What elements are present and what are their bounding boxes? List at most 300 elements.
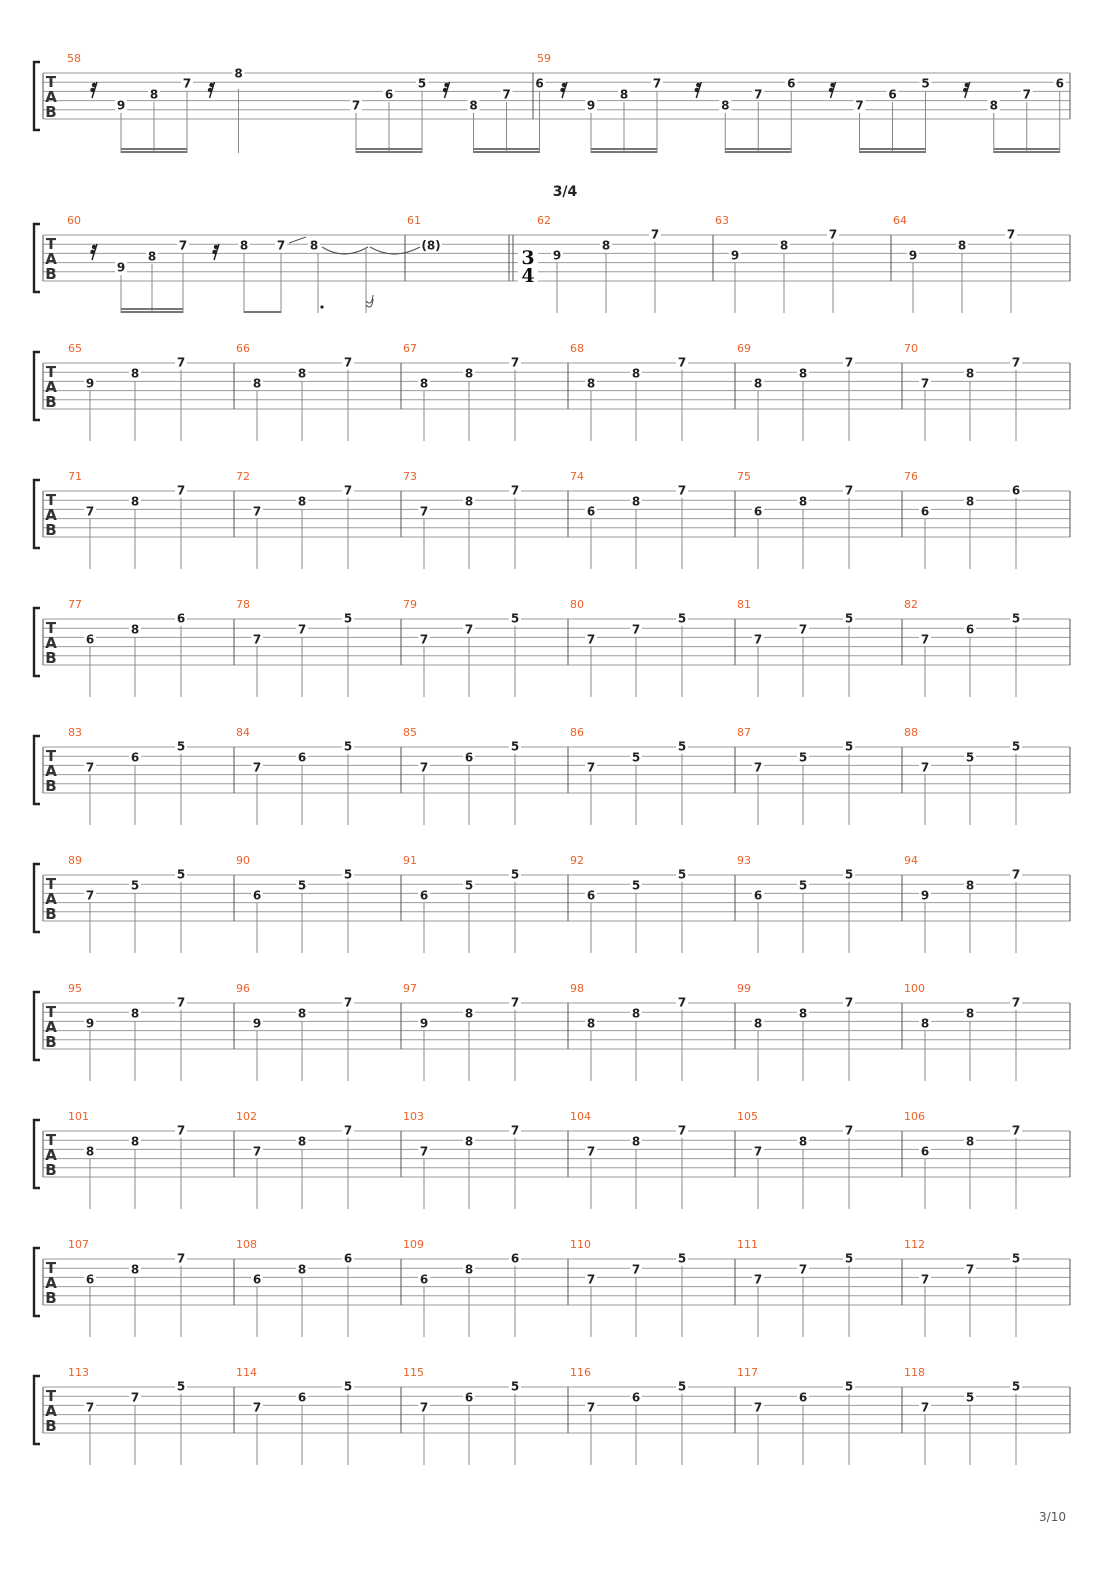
fret-number: 7 [510, 995, 520, 1010]
measure-number: 107 [68, 1238, 89, 1251]
system-bracket [34, 736, 40, 804]
fret-number: 7 [677, 355, 687, 370]
measure-number: 104 [570, 1110, 591, 1123]
flag [366, 295, 373, 303]
fret-number: 6 [343, 1251, 353, 1266]
fret-number: 5 [921, 76, 930, 91]
fret-number: 7 [252, 632, 262, 647]
measure-number: 101 [68, 1110, 89, 1123]
measure-number: 78 [236, 598, 250, 611]
measure [568, 470, 688, 569]
fret-number: 5 [297, 878, 307, 893]
measure [68, 1238, 187, 1337]
fret-number: 6 [252, 888, 262, 903]
fret-number: 7 [652, 76, 662, 91]
tab-clef-letter: A [45, 250, 57, 268]
fret-number: 7 [753, 632, 763, 647]
measure [533, 52, 1066, 153]
fret-number: 6 [85, 632, 95, 647]
tab-clef-letter: A [45, 634, 57, 652]
fret-number: 8 [721, 98, 730, 113]
fret-number: 8 [147, 249, 157, 264]
fret-number: 8 [149, 87, 159, 102]
sixteenth-rest-icon [695, 82, 702, 98]
measure-number: 100 [904, 982, 925, 995]
measure-number: 82 [904, 598, 918, 611]
fret-number: 7 [920, 632, 930, 647]
measure-number: 115 [403, 1366, 424, 1379]
fret-number: 5 [844, 1379, 854, 1394]
tab-clef-letter: B [45, 521, 57, 539]
fret-number: 8 [469, 98, 478, 113]
measure-number: 81 [737, 598, 751, 611]
fret-number: 8 [779, 238, 789, 253]
sixteenth-rest-icon [963, 82, 970, 98]
measure-number: 65 [68, 342, 82, 355]
fret-number: 7 [252, 1400, 262, 1415]
fret-number: 8 [464, 1262, 474, 1277]
fret-number: 9 [920, 888, 930, 903]
measure-number: 93 [737, 854, 751, 867]
fret-number: 8 [239, 238, 249, 253]
measure [735, 598, 855, 697]
fret-number: 7 [844, 995, 854, 1010]
measure [68, 342, 187, 441]
fret-number: 5 [844, 867, 854, 882]
tab-clef-letter: A [45, 1018, 57, 1036]
fret-number: 8 [798, 1134, 808, 1149]
fret-number: 7 [1011, 867, 1021, 882]
measure-number: 77 [68, 598, 82, 611]
tab-system [34, 470, 1070, 569]
measure [401, 342, 521, 441]
fret-number: 7 [182, 76, 192, 91]
fret-number: 8 [85, 1144, 95, 1159]
fret-number: 7 [677, 1123, 687, 1138]
measure-number: 111 [737, 1238, 758, 1251]
measure-number: 116 [570, 1366, 591, 1379]
system-bracket [34, 992, 40, 1060]
fret-number: 7 [85, 760, 95, 775]
fret-number: 7 [753, 1272, 763, 1287]
measure [568, 726, 688, 825]
fret-number: 8 [252, 376, 262, 391]
measure-number: 95 [68, 982, 82, 995]
fret-number: 7 [85, 888, 95, 903]
tab-clef-letter: A [45, 1402, 57, 1420]
measure-number: 83 [68, 726, 82, 739]
fret-number: 5 [1011, 1379, 1021, 1394]
fret-number: 7 [502, 87, 511, 102]
fret-number: 7 [510, 355, 520, 370]
fret-number: 5 [631, 750, 641, 765]
tab-clef-letter: T [45, 1003, 57, 1021]
tab-system [34, 1238, 1070, 1337]
tab-system [34, 342, 1070, 441]
measure-number: 85 [403, 726, 417, 739]
fret-number: 7 [753, 1400, 763, 1415]
fret-number: 6 [130, 750, 140, 765]
tab-clef-letter: B [45, 265, 57, 283]
fret-number: 5 [1011, 1251, 1021, 1266]
fret-number: 8 [419, 376, 429, 391]
fret-number: 6 [920, 504, 930, 519]
fret-number: 7 [343, 1123, 353, 1138]
fret-number: 6 [176, 611, 186, 626]
fret-number: 7 [631, 622, 641, 637]
fret-number: 9 [730, 248, 740, 263]
tab-clef-letter: T [45, 235, 57, 253]
measure-number: 114 [236, 1366, 257, 1379]
measure-number: 70 [904, 342, 918, 355]
measure-number: 59 [537, 52, 551, 65]
dot [320, 305, 323, 308]
fret-number: 8 [753, 1016, 763, 1031]
fret-number: (8) [421, 238, 441, 253]
fret-number: 6 [419, 888, 429, 903]
measure [735, 342, 855, 441]
fret-number: 6 [419, 1272, 429, 1287]
measure-number: 58 [67, 52, 81, 65]
measure [401, 598, 521, 697]
fret-number: 7 [252, 1144, 262, 1159]
fret-number: 7 [464, 622, 474, 637]
tab-system [34, 184, 1070, 313]
fret-number: 7 [753, 1144, 763, 1159]
fret-number: 7 [677, 483, 687, 498]
measure [234, 1238, 354, 1337]
fret-number: 8 [619, 87, 629, 102]
measure [234, 342, 354, 441]
fret-number: 5 [417, 76, 427, 91]
fret-number: 7 [586, 1400, 596, 1415]
tab-clef-letter: B [45, 1289, 57, 1307]
measure-number: 97 [403, 982, 417, 995]
measure-number: 68 [570, 342, 584, 355]
tab-clef-letter: B [45, 1033, 57, 1051]
measure-number: 118 [904, 1366, 925, 1379]
fret-number: 6 [753, 888, 763, 903]
fret-number: 5 [1011, 611, 1021, 626]
fret-number: 7 [510, 1123, 520, 1138]
fret-number: 7 [631, 1262, 641, 1277]
measure-number: 69 [737, 342, 751, 355]
fret-number: 7 [419, 632, 429, 647]
fret-number: 7 [252, 760, 262, 775]
measure [735, 470, 855, 569]
tab-system [34, 854, 1070, 953]
tab-system [34, 52, 1070, 153]
fret-number: 7 [677, 995, 687, 1010]
tab-clef-letter: B [45, 777, 57, 795]
fret-number: 8 [586, 1016, 596, 1031]
fret-number: 9 [116, 260, 126, 275]
measure [568, 598, 688, 697]
measure-number: 72 [236, 470, 250, 483]
measure-number: 98 [570, 982, 584, 995]
system-bracket [34, 352, 40, 420]
tab-clef-letter: T [45, 363, 57, 381]
measure [713, 214, 839, 313]
measure-number: 110 [570, 1238, 591, 1251]
system-bracket [34, 864, 40, 932]
time-signature-marker: 3/4 [552, 184, 578, 200]
measure-number: 108 [236, 1238, 257, 1251]
fret-number: 7 [252, 504, 262, 519]
fret-number: 7 [297, 622, 307, 637]
fret-number: 8 [130, 1134, 140, 1149]
fret-number: 9 [419, 1016, 429, 1031]
system-bracket [34, 1120, 40, 1188]
measure-number: 87 [737, 726, 751, 739]
fret-number: 7 [965, 1262, 975, 1277]
sixteenth-rest-icon [212, 244, 219, 260]
fret-number: 6 [586, 888, 596, 903]
measure [68, 726, 187, 825]
measure [568, 1366, 688, 1465]
measure [234, 854, 354, 953]
measure-number: 91 [403, 854, 417, 867]
fret-number: 7 [85, 504, 95, 519]
fret-number: 7 [176, 995, 186, 1010]
measure [68, 1366, 187, 1465]
fret-number: 6 [297, 1390, 307, 1405]
measure-number: 61 [407, 214, 421, 227]
measure-number: 62 [537, 214, 551, 227]
fret-number: 5 [844, 611, 854, 626]
system-bracket [34, 224, 40, 292]
fret-number: 8 [965, 1134, 975, 1149]
measure [735, 1238, 855, 1337]
measure [68, 854, 187, 953]
measure-number: 67 [403, 342, 417, 355]
measure [902, 982, 1022, 1081]
system-bracket [34, 608, 40, 676]
fret-number: 5 [176, 867, 186, 882]
fret-number: 7 [1011, 355, 1021, 370]
time-signature [518, 245, 538, 287]
fret-number: 5 [343, 867, 353, 882]
tab-clef-letter: B [45, 905, 57, 923]
fret-number: 8 [234, 66, 243, 81]
fret-number: 6 [535, 76, 544, 91]
tab-clef-letter: A [45, 890, 57, 908]
fret-number: 6 [753, 504, 763, 519]
fret-number: 7 [586, 1272, 596, 1287]
fret-number: 6 [464, 1390, 474, 1405]
measure-number: 76 [904, 470, 918, 483]
fret-number: 6 [631, 1390, 641, 1405]
measure [568, 1110, 688, 1209]
tab-clef-letter: T [45, 73, 57, 91]
fret-number: 6 [297, 750, 307, 765]
fret-number: 6 [965, 622, 975, 637]
fret-number: 8 [297, 1006, 307, 1021]
measure-number: 109 [403, 1238, 424, 1251]
measure-number: 113 [68, 1366, 89, 1379]
fret-number: 7 [844, 483, 854, 498]
fret-number: 8 [798, 494, 808, 509]
system-bracket [34, 1376, 40, 1444]
fret-number: 5 [464, 878, 474, 893]
fret-number: 7 [844, 1123, 854, 1138]
fret-number: 5 [844, 1251, 854, 1266]
fret-number: 7 [343, 483, 353, 498]
fret-number: 7 [130, 1390, 140, 1405]
fret-number: 8 [631, 1006, 641, 1021]
measure [902, 342, 1022, 441]
fret-number: 8 [601, 238, 611, 253]
fret-number: 5 [844, 739, 854, 754]
fret-number: 9 [552, 248, 562, 263]
fret-number: 5 [510, 1379, 520, 1394]
measure [568, 854, 688, 953]
sixteenth-rest-icon [208, 82, 215, 98]
tab-clef-letter: T [45, 491, 57, 509]
fret-number: 5 [965, 1390, 975, 1405]
fret-number: 8 [920, 1016, 930, 1031]
fret-number: 5 [510, 867, 520, 882]
fret-number: 5 [343, 611, 353, 626]
fret-number: 7 [176, 355, 186, 370]
fret-number: 6 [787, 76, 796, 91]
measure [568, 342, 688, 441]
fret-number: 5 [798, 750, 808, 765]
measure [735, 1110, 855, 1209]
fret-number: 7 [176, 483, 186, 498]
fret-number: 8 [297, 1262, 307, 1277]
fret-number: 5 [965, 750, 975, 765]
tab-clef-letter: B [45, 103, 57, 121]
fret-number: 7 [1011, 995, 1021, 1010]
fret-number: 8 [989, 98, 998, 113]
fret-number: 8 [965, 878, 975, 893]
fret-number: 7 [798, 1262, 808, 1277]
fret-number: 8 [798, 1006, 808, 1021]
measure-number: 74 [570, 470, 584, 483]
fret-number: 7 [753, 760, 763, 775]
measure [735, 982, 855, 1081]
fret-number: 6 [586, 504, 596, 519]
fret-number: 7 [343, 355, 353, 370]
fret-number: 7 [176, 1123, 186, 1138]
fret-number: 6 [1011, 483, 1021, 498]
fret-number: 6 [798, 1390, 808, 1405]
fret-number: 6 [252, 1272, 262, 1287]
tab-clef-letter: B [45, 1161, 57, 1179]
fret-number: 7 [586, 760, 596, 775]
measure [234, 598, 354, 697]
sixteenth-rest-icon [560, 82, 567, 98]
page-number: 3/10 [1039, 1510, 1066, 1524]
measure-number: 64 [893, 214, 907, 227]
fret-number: 9 [116, 98, 126, 113]
measure-number: 112 [904, 1238, 925, 1251]
tab-clef-letter: T [45, 1131, 57, 1149]
fret-number: 7 [1006, 227, 1016, 242]
fret-number: 6 [85, 1272, 95, 1287]
slide-line [289, 237, 306, 243]
tab-system [34, 982, 1070, 1081]
fret-number: 8 [297, 366, 307, 381]
fret-number: 7 [844, 355, 854, 370]
tab-system [34, 1366, 1070, 1465]
time-signature-bottom: 4 [521, 265, 535, 287]
measure-number: 75 [737, 470, 751, 483]
sixteenth-rest-icon [90, 82, 97, 98]
fret-number: 5 [677, 1379, 687, 1394]
measure-number: 60 [67, 214, 81, 227]
measure [902, 854, 1022, 953]
measure [234, 726, 354, 825]
measure-number: 117 [737, 1366, 758, 1379]
measure-number: 86 [570, 726, 584, 739]
fret-number: 7 [920, 1272, 930, 1287]
fret-number: 5 [176, 739, 186, 754]
measure-number: 66 [236, 342, 250, 355]
fret-number: 8 [957, 238, 967, 253]
fret-number: 7 [586, 632, 596, 647]
measure [401, 982, 521, 1081]
fret-number: 5 [1011, 739, 1021, 754]
fret-number: 9 [85, 376, 95, 391]
fret-number: 8 [965, 366, 975, 381]
measure [234, 982, 354, 1081]
fret-number: 5 [677, 611, 687, 626]
measure-number: 105 [737, 1110, 758, 1123]
tab-clef-letter: A [45, 1274, 57, 1292]
fret-number: 5 [510, 611, 520, 626]
fret-number: 6 [888, 87, 897, 102]
time-signature-top: 3 [521, 247, 535, 269]
tab-clef-letter: B [45, 649, 57, 667]
tab-system [34, 598, 1070, 697]
measure [401, 1366, 521, 1465]
fret-number: 7 [920, 1400, 930, 1415]
tab-clef-letter: B [45, 1417, 57, 1435]
measure-number: 63 [715, 214, 729, 227]
tab-clef-letter: T [45, 747, 57, 765]
tab-system [34, 1110, 1070, 1209]
tab-clef-letter: A [45, 762, 57, 780]
fret-number: 7 [920, 760, 930, 775]
fret-number: 8 [297, 494, 307, 509]
fret-number: 9 [85, 1016, 95, 1031]
fret-number: 8 [798, 366, 808, 381]
measure-number: 99 [737, 982, 751, 995]
fret-number: 8 [965, 494, 975, 509]
fret-number: 5 [677, 739, 687, 754]
tab-clef-letter: T [45, 619, 57, 637]
measure [68, 982, 187, 1081]
fret-number: 7 [176, 1251, 186, 1266]
fret-number: 5 [343, 739, 353, 754]
measure [67, 214, 420, 313]
fret-number: 8 [297, 1134, 307, 1149]
fret-number: 7 [920, 376, 930, 391]
fret-number: 7 [754, 87, 763, 102]
fret-number: 7 [419, 1400, 429, 1415]
measure [902, 1366, 1022, 1465]
fret-number: 8 [464, 366, 474, 381]
fret-number: 7 [586, 1144, 596, 1159]
fret-number: 8 [631, 1134, 641, 1149]
fret-number: 8 [464, 494, 474, 509]
fret-number: 7 [1022, 87, 1031, 102]
measure-number: 84 [236, 726, 250, 739]
fret-number: 5 [677, 867, 687, 882]
tab-clef-letter: T [45, 875, 57, 893]
